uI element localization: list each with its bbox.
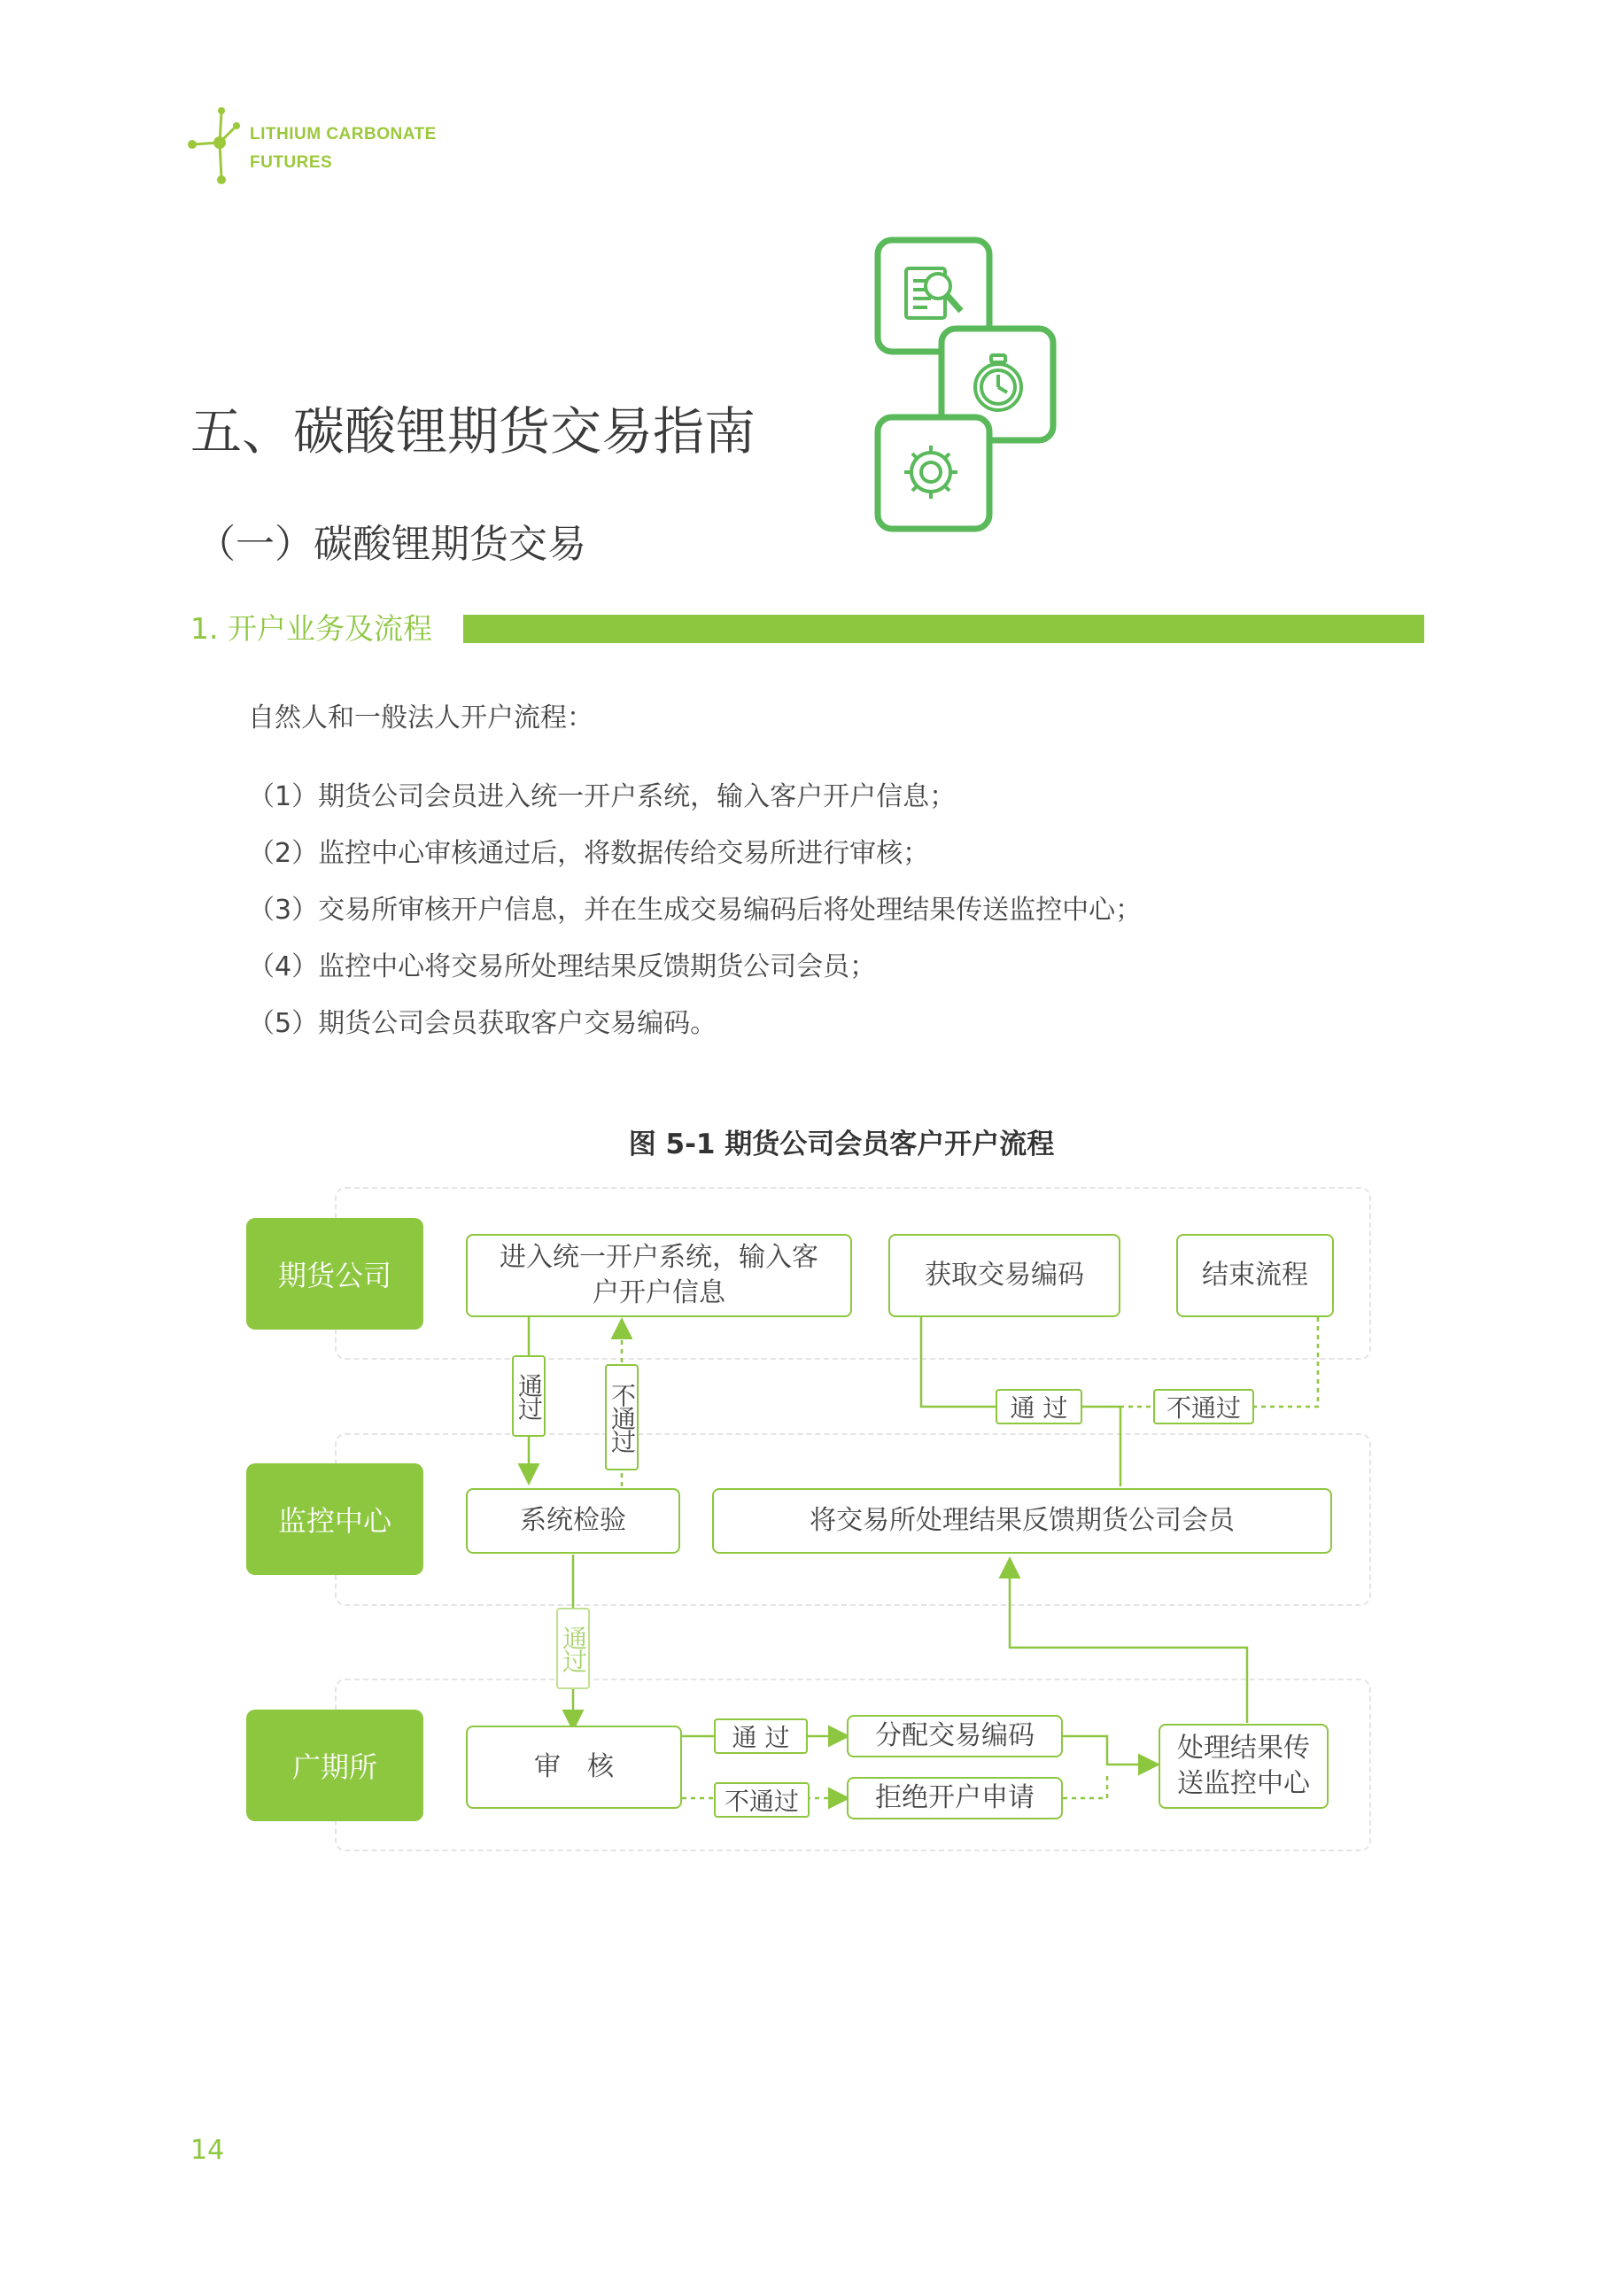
- tag-pass-top: 通 过: [996, 1389, 1082, 1424]
- tag-pass-down-2: 通过: [556, 1608, 590, 1689]
- section-subtitle: （一）碳酸锂期货交易: [197, 522, 586, 567]
- node-input-info: [466, 1234, 852, 1317]
- node-system-check: 系统检验: [466, 1488, 680, 1554]
- lane-label-monitor: 监控中心: [246, 1463, 423, 1575]
- node-get-code: 获取交易编码: [888, 1234, 1120, 1317]
- lane-label-exchange: 广期所: [246, 1710, 423, 1821]
- section-title: 五、碳酸锂期货交易指南: [190, 401, 756, 462]
- tag-pass-down: 通过: [512, 1355, 546, 1437]
- node-reject: 拒绝开户申请: [847, 1777, 1063, 1819]
- node-text-line: 送监控中心: [1177, 1768, 1310, 1799]
- list-item: （4）监控中心将交易所处理结果反馈期货公司会员；: [248, 951, 877, 982]
- tag-fail-up: 不通过: [605, 1364, 639, 1470]
- page-number: 14: [190, 2135, 225, 2166]
- list-item: （3）交易所审核开户信息，并在生成交易编码后将处理结果传送监控中心；: [248, 895, 1143, 926]
- node-text-line: 户开户信息: [593, 1277, 725, 1308]
- intro-text: 自然人和一般法人开户流程：: [248, 702, 593, 733]
- figure-title: 图 5-1 期货公司会员客户开户流程: [628, 1129, 1055, 1160]
- lane-label-company: 期货公司: [246, 1218, 423, 1330]
- node-send-result: [1159, 1724, 1329, 1809]
- list-item: （2）监控中心审核通过后，将数据传给交易所进行审核；: [248, 838, 930, 869]
- tag-fail-top: 不通过: [1153, 1389, 1254, 1424]
- node-text-line: 进入统一开户系统，输入客: [500, 1242, 818, 1273]
- logo-line1: LITHIUM CARBONATE: [250, 125, 437, 144]
- node-review: 审 核: [466, 1726, 682, 1809]
- subsection-heading: 1. 开户业务及流程: [190, 611, 432, 646]
- list-item: （1）期货公司会员进入统一开户系统，输入客户开户信息；: [248, 781, 957, 812]
- node-assign-code: 分配交易编码: [847, 1715, 1063, 1757]
- list-item: （5）期货公司会员获取客户交易编码。: [248, 1008, 717, 1039]
- tag-fail-bottom: 不通过: [714, 1782, 810, 1818]
- logo-line2: FUTURES: [250, 153, 333, 172]
- node-text-line: 处理结果传: [1177, 1733, 1310, 1764]
- node-end: 结束流程: [1176, 1234, 1334, 1317]
- tag-pass-bottom: 通 过: [714, 1718, 808, 1754]
- node-feedback: 将交易所处理结果反馈期货公司会员: [712, 1488, 1332, 1554]
